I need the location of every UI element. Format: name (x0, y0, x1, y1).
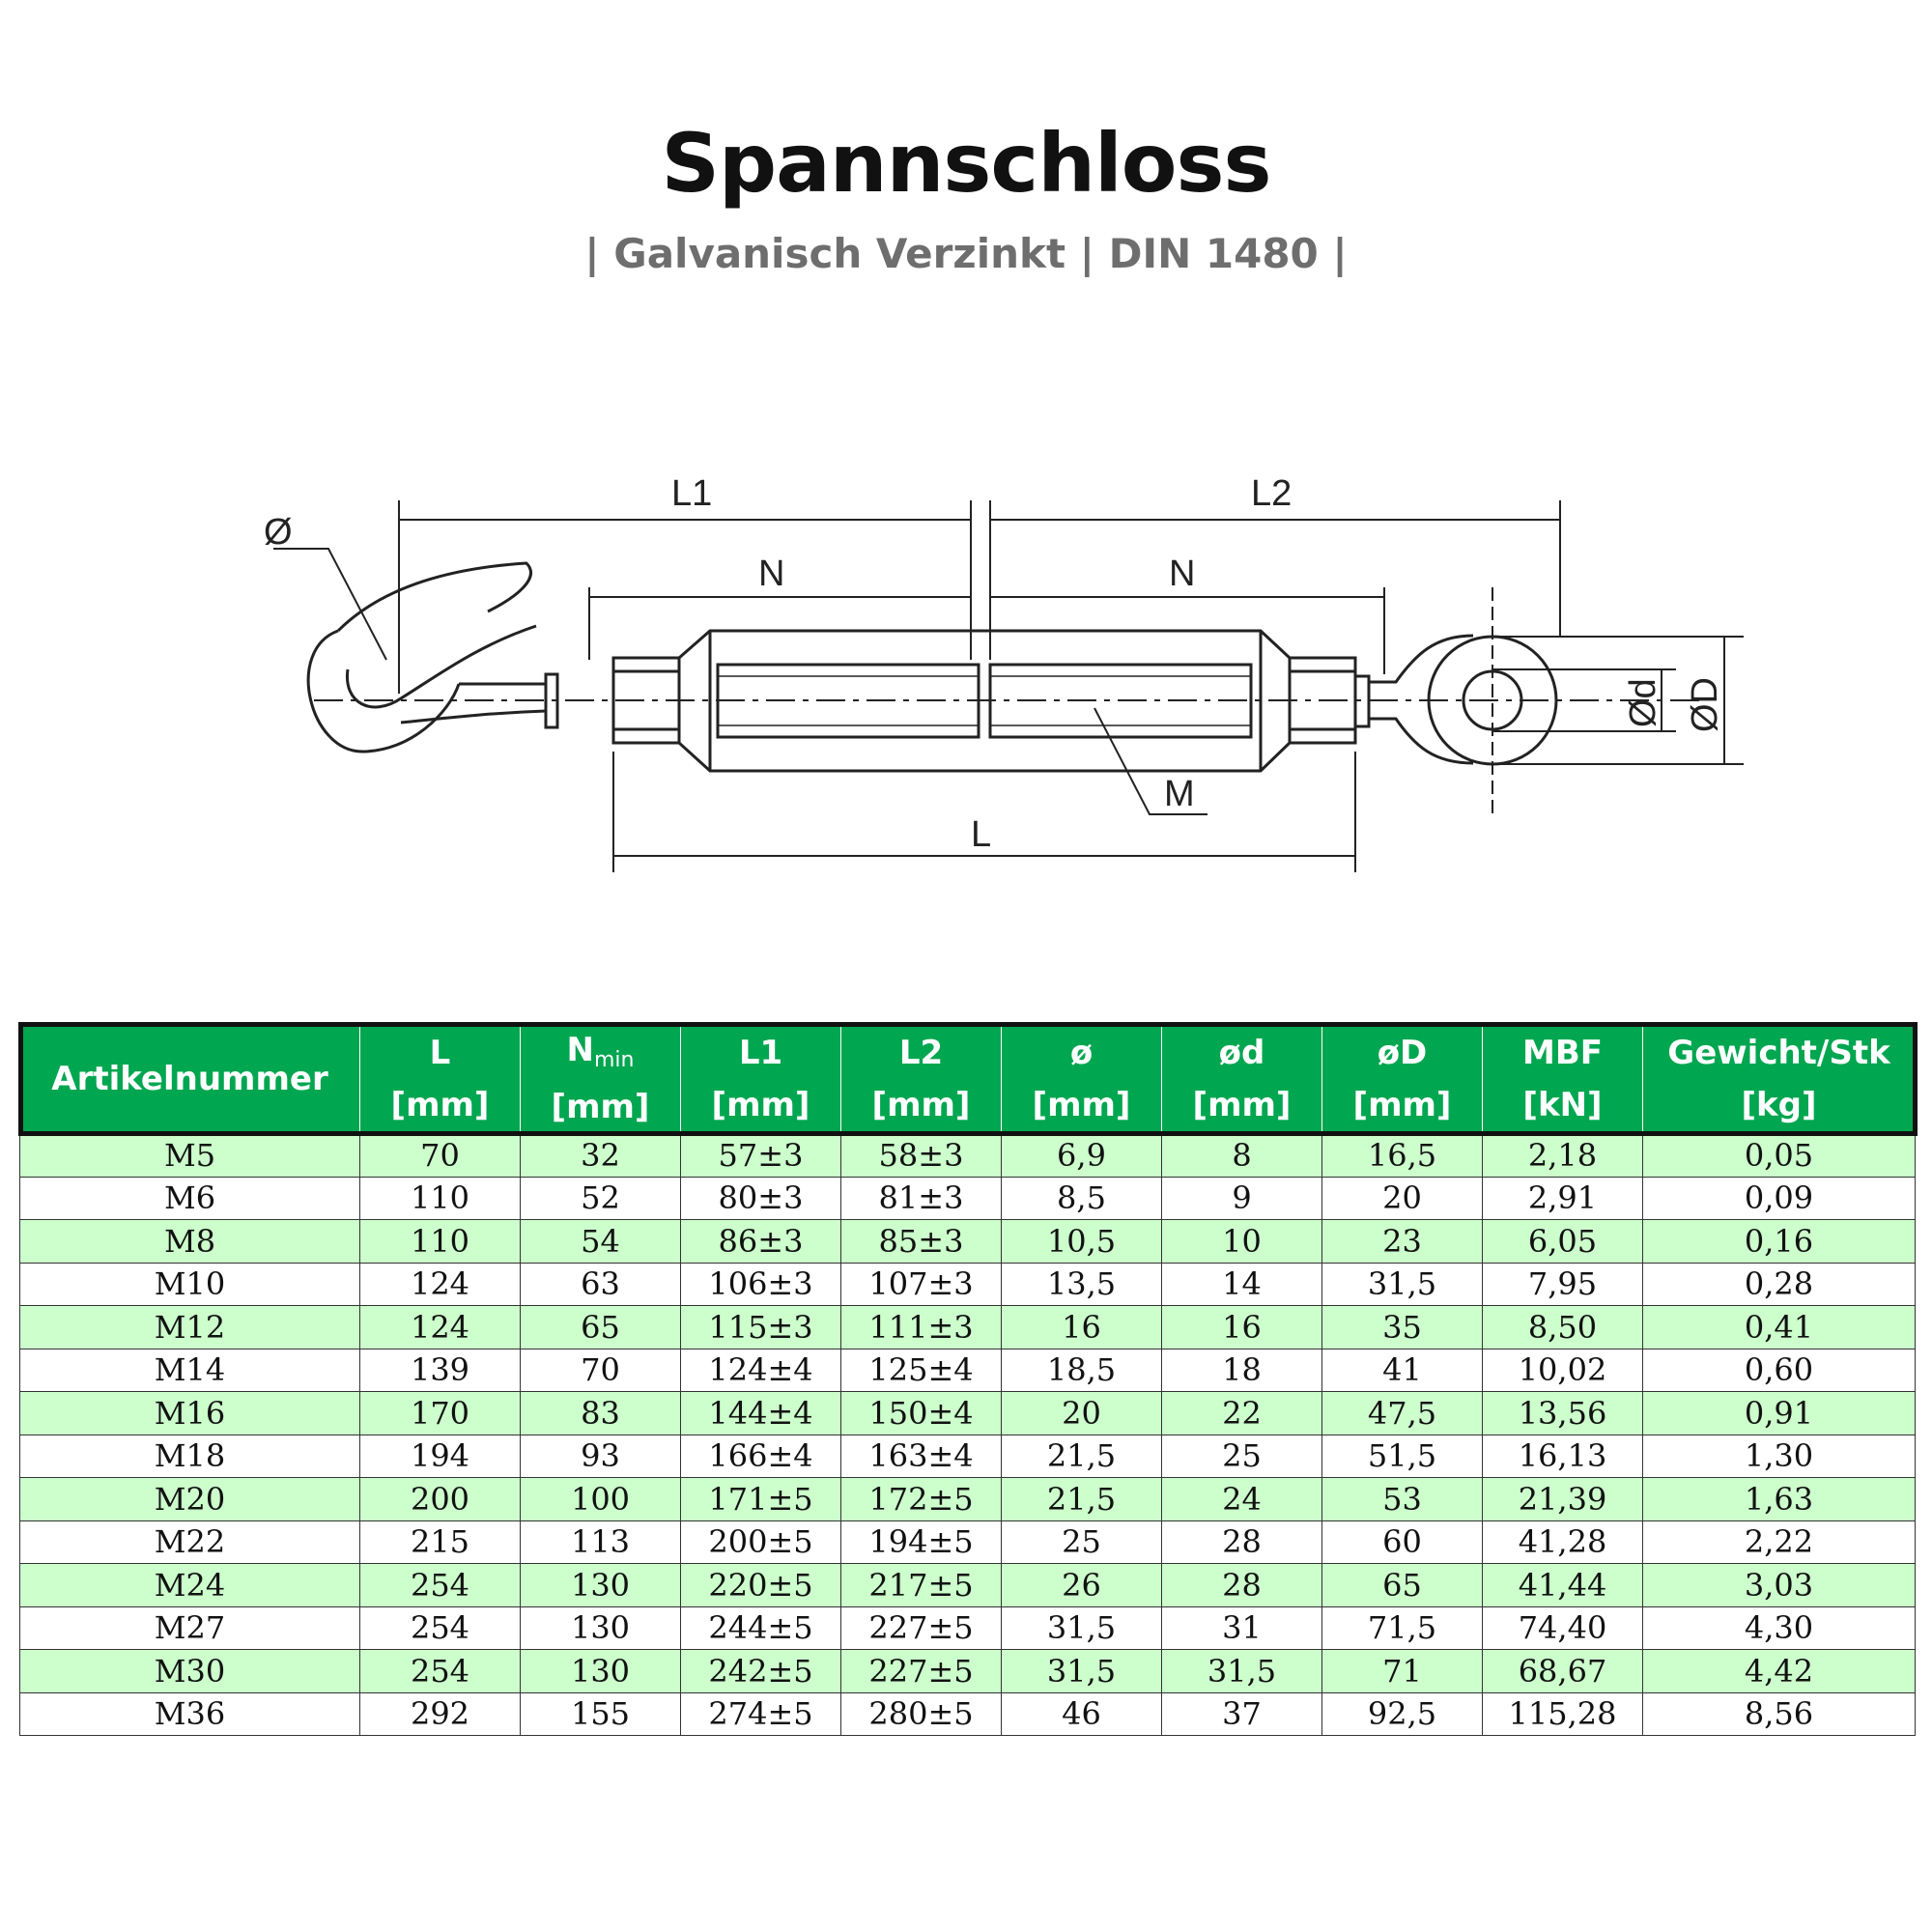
cell-l1: 106±3 (681, 1263, 841, 1306)
label-diameter: Ø (264, 512, 293, 553)
cell-l: 254 (360, 1606, 521, 1650)
cell-gewicht: 0,16 (1643, 1220, 1916, 1264)
header-diameter: ø [mm] (1002, 1024, 1162, 1134)
cell-diameter: 26 (1002, 1564, 1162, 1607)
cell-d-small: 37 (1162, 1692, 1322, 1736)
cell-gewicht: 0,60 (1643, 1349, 1916, 1392)
cell-l1: 200±5 (681, 1520, 841, 1564)
cell-d-large: 92,5 (1322, 1692, 1483, 1736)
cell-diameter: 13,5 (1002, 1263, 1162, 1306)
cell-nmin: 155 (521, 1692, 681, 1736)
cell-artikelnummer: M16 (20, 1392, 360, 1435)
cell-d-small: 18 (1162, 1349, 1322, 1392)
header-d-small: ød [mm] (1162, 1024, 1322, 1134)
label-d-small: Ød (1623, 678, 1663, 727)
cell-nmin: 113 (521, 1520, 681, 1564)
cell-diameter: 18,5 (1002, 1349, 1162, 1392)
cell-mbf: 16,13 (1483, 1435, 1643, 1478)
cell-artikelnummer: M20 (20, 1478, 360, 1521)
hook-shank-bottom (401, 711, 546, 723)
cell-mbf: 74,40 (1483, 1606, 1643, 1650)
table-row (20, 1349, 1916, 1392)
cell-gewicht: 0,91 (1643, 1392, 1916, 1435)
cell-l1: 244±5 (681, 1606, 841, 1650)
cell-artikelnummer: M30 (20, 1650, 360, 1693)
cell-mbf: 13,56 (1483, 1392, 1643, 1435)
cell-gewicht: 8,56 (1643, 1692, 1916, 1736)
label-n-right: N (1169, 554, 1196, 594)
cell-l: 70 (360, 1134, 521, 1178)
cell-l: 194 (360, 1435, 521, 1478)
turnbuckle-drawing (256, 462, 1748, 882)
cell-gewicht: 4,42 (1643, 1650, 1916, 1693)
cell-diameter: 25 (1002, 1520, 1162, 1564)
cell-artikelnummer: M12 (20, 1306, 360, 1350)
label-l2: L2 (1251, 473, 1293, 514)
label-m: M (1164, 774, 1195, 814)
cell-mbf: 10,02 (1483, 1349, 1643, 1392)
cell-d-large: 71 (1322, 1650, 1483, 1693)
cell-nmin: 32 (521, 1134, 681, 1178)
cell-l1: 86±3 (681, 1220, 841, 1264)
cell-l2: 172±5 (841, 1478, 1002, 1521)
cell-d-small: 31,5 (1162, 1650, 1322, 1693)
header-d-large: øD [mm] (1322, 1024, 1483, 1134)
cell-nmin: 70 (521, 1349, 681, 1392)
cell-artikelnummer: M18 (20, 1435, 360, 1478)
cell-d-large: 41 (1322, 1349, 1483, 1392)
cell-l: 170 (360, 1392, 521, 1435)
table-body (20, 1134, 1916, 1736)
cell-gewicht: 0,41 (1643, 1306, 1916, 1350)
body-bottom (679, 743, 1290, 771)
cell-mbf: 115,28 (1483, 1692, 1643, 1736)
table-row (20, 1177, 1916, 1220)
cell-l: 215 (360, 1520, 521, 1564)
cell-l: 254 (360, 1650, 521, 1693)
cell-artikelnummer: M6 (20, 1177, 360, 1220)
cell-diameter: 6,9 (1002, 1134, 1162, 1178)
header-l: L [mm] (360, 1024, 521, 1134)
cell-nmin: 130 (521, 1606, 681, 1650)
cell-d-large: 35 (1322, 1306, 1483, 1350)
cell-l2: 280±5 (841, 1692, 1002, 1736)
cell-diameter: 16 (1002, 1306, 1162, 1350)
label-l: L (971, 814, 992, 855)
hook-outer (308, 631, 459, 752)
cell-l2: 125±4 (841, 1349, 1002, 1392)
cell-diameter: 46 (1002, 1692, 1162, 1736)
cell-d-large: 60 (1322, 1520, 1483, 1564)
table-row (20, 1564, 1916, 1607)
cell-d-small: 14 (1162, 1263, 1322, 1306)
cell-l1: 144±4 (681, 1392, 841, 1435)
cell-l: 124 (360, 1263, 521, 1306)
eye-neck-bottom (1369, 719, 1473, 763)
table-row (20, 1478, 1916, 1521)
cell-artikelnummer: M5 (20, 1134, 360, 1178)
cell-d-large: 20 (1322, 1177, 1483, 1220)
cell-d-small: 10 (1162, 1220, 1322, 1264)
cell-nmin: 83 (521, 1392, 681, 1435)
cell-gewicht: 2,22 (1643, 1520, 1916, 1564)
cell-gewicht: 0,28 (1643, 1263, 1916, 1306)
table-header-row (20, 1024, 1916, 1134)
cell-l1: 166±4 (681, 1435, 841, 1478)
cell-l: 292 (360, 1692, 521, 1736)
cell-l2: 217±5 (841, 1564, 1002, 1607)
body-top (679, 631, 1290, 658)
cell-l1: 115±3 (681, 1306, 841, 1350)
cell-l2: 227±5 (841, 1650, 1002, 1693)
cell-diameter: 21,5 (1002, 1435, 1162, 1478)
cell-d-large: 16,5 (1322, 1134, 1483, 1178)
cell-l1: 274±5 (681, 1692, 841, 1736)
cell-l2: 227±5 (841, 1606, 1002, 1650)
cell-l2: 85±3 (841, 1220, 1002, 1264)
cell-mbf: 8,50 (1483, 1306, 1643, 1350)
cell-l: 200 (360, 1478, 521, 1521)
table-row (20, 1392, 1916, 1435)
cell-nmin: 52 (521, 1177, 681, 1220)
header-l1: L1 [mm] (681, 1024, 841, 1134)
cell-d-small: 24 (1162, 1478, 1322, 1521)
table-row (20, 1692, 1916, 1736)
cell-d-large: 65 (1322, 1564, 1483, 1607)
cell-l: 110 (360, 1177, 521, 1220)
cell-d-small: 28 (1162, 1564, 1322, 1607)
cell-mbf: 7,95 (1483, 1263, 1643, 1306)
page-subtitle: | Galvanisch Verzinkt | DIN 1480 | (584, 230, 1348, 277)
table-row (20, 1306, 1916, 1350)
cell-d-small: 25 (1162, 1435, 1322, 1478)
leader-diameter (273, 549, 386, 660)
label-n-left: N (758, 554, 785, 594)
cell-artikelnummer: M14 (20, 1349, 360, 1392)
cell-artikelnummer: M27 (20, 1606, 360, 1650)
cell-diameter: 10,5 (1002, 1220, 1162, 1264)
cell-l: 110 (360, 1220, 521, 1264)
cell-diameter: 31,5 (1002, 1650, 1162, 1693)
table-row (20, 1220, 1916, 1264)
header-mbf: MBF [kN] (1483, 1024, 1643, 1134)
cell-diameter: 8,5 (1002, 1177, 1162, 1220)
cell-nmin: 54 (521, 1220, 681, 1264)
cell-l2: 107±3 (841, 1263, 1002, 1306)
cell-artikelnummer: M8 (20, 1220, 360, 1264)
cell-d-large: 31,5 (1322, 1263, 1483, 1306)
cell-nmin: 100 (521, 1478, 681, 1521)
page-title: Spannschloss (661, 116, 1271, 211)
header-l2: L2 [mm] (841, 1024, 1002, 1134)
cell-gewicht: 0,09 (1643, 1177, 1916, 1220)
header-gewicht: Gewicht/Stk [kg] (1643, 1024, 1916, 1134)
cell-artikelnummer: M36 (20, 1692, 360, 1736)
cell-l1: 80±3 (681, 1177, 841, 1220)
cell-l2: 81±3 (841, 1177, 1002, 1220)
cell-d-small: 8 (1162, 1134, 1322, 1178)
cell-mbf: 21,39 (1483, 1478, 1643, 1521)
cell-gewicht: 1,30 (1643, 1435, 1916, 1478)
cell-d-large: 71,5 (1322, 1606, 1483, 1650)
cell-gewicht: 0,05 (1643, 1134, 1916, 1178)
table-row (20, 1263, 1916, 1306)
table-row (20, 1650, 1916, 1693)
cell-nmin: 63 (521, 1263, 681, 1306)
cell-l2: 163±4 (841, 1435, 1002, 1478)
technical-drawing-svg (256, 462, 1748, 882)
cell-d-large: 23 (1322, 1220, 1483, 1264)
cell-l1: 124±4 (681, 1349, 841, 1392)
table-row (20, 1435, 1916, 1478)
header-nmin: $N_{min}$ [mm] (521, 1024, 681, 1134)
cell-d-large: 47,5 (1322, 1392, 1483, 1435)
cell-l: 124 (360, 1306, 521, 1350)
cell-mbf: 6,05 (1483, 1220, 1643, 1264)
spec-table (19, 1024, 1916, 1736)
cell-gewicht: 4,30 (1643, 1606, 1916, 1650)
cell-l1: 220±5 (681, 1564, 841, 1607)
cell-artikelnummer: M24 (20, 1564, 360, 1607)
cell-d-large: 51,5 (1322, 1435, 1483, 1478)
label-l1: L1 (671, 473, 713, 514)
cell-mbf: 2,18 (1483, 1134, 1643, 1178)
cell-d-small: 9 (1162, 1177, 1322, 1220)
cell-d-small: 31 (1162, 1606, 1322, 1650)
cell-mbf: 41,44 (1483, 1564, 1643, 1607)
cell-l1: 57±3 (681, 1134, 841, 1178)
cell-l2: 58±3 (841, 1134, 1002, 1178)
cell-d-small: 16 (1162, 1306, 1322, 1350)
cell-l2: 111±3 (841, 1306, 1002, 1350)
cell-nmin: 65 (521, 1306, 681, 1350)
cell-d-small: 28 (1162, 1520, 1322, 1564)
table-row (20, 1606, 1916, 1650)
cell-mbf: 2,91 (1483, 1177, 1643, 1220)
cell-artikelnummer: M22 (20, 1520, 360, 1564)
cell-gewicht: 1,63 (1643, 1478, 1916, 1521)
cell-l: 254 (360, 1564, 521, 1607)
cell-l: 139 (360, 1349, 521, 1392)
cell-gewicht: 3,03 (1643, 1564, 1916, 1607)
cell-mbf: 68,67 (1483, 1650, 1643, 1693)
cell-l2: 150±4 (841, 1392, 1002, 1435)
header-artikelnummer: Artikelnummer (20, 1024, 360, 1134)
cell-nmin: 130 (521, 1650, 681, 1693)
table-row (20, 1134, 1916, 1178)
cell-nmin: 130 (521, 1564, 681, 1607)
cell-artikelnummer: M10 (20, 1263, 360, 1306)
cell-diameter: 21,5 (1002, 1478, 1162, 1521)
label-d-large: ØD (1685, 677, 1725, 732)
cell-mbf: 41,28 (1483, 1520, 1643, 1564)
cell-l1: 242±5 (681, 1650, 841, 1693)
cell-diameter: 31,5 (1002, 1606, 1162, 1650)
cell-diameter: 20 (1002, 1392, 1162, 1435)
cell-l2: 194±5 (841, 1520, 1002, 1564)
cell-nmin: 93 (521, 1435, 681, 1478)
table-row (20, 1520, 1916, 1564)
cell-d-small: 22 (1162, 1392, 1322, 1435)
cell-l1: 171±5 (681, 1478, 841, 1521)
cell-d-large: 53 (1322, 1478, 1483, 1521)
